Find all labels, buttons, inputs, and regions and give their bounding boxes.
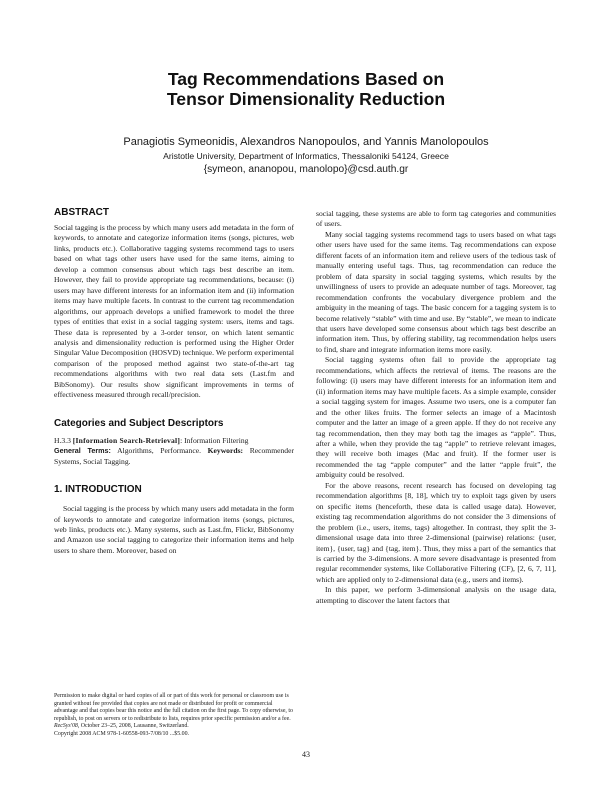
copyright-line: Copyright 2008 ACM 978-1-60558-093-7/08/10 ...$5.00. bbox=[54, 730, 189, 737]
author-emails: {symeon, ananopou, manolopo}@csd.auth.gr bbox=[203, 164, 409, 175]
keywords-label: Keywords: bbox=[207, 446, 244, 456]
general-terms: Algorithms, Performance. bbox=[110, 446, 201, 456]
category-subject: : Information Filtering bbox=[180, 435, 249, 445]
introduction-heading: 1. INTRODUCTION bbox=[54, 484, 142, 496]
permission-footnote bbox=[54, 693, 294, 738]
venue-name: RecSys'08, bbox=[54, 723, 80, 729]
title-line-1: Tag Recommendations Based on bbox=[167, 69, 445, 89]
paragraph-tag-recommendation: Many social tagging systems recommend tags to users based on what tags other users have used for the same items. Tag recommendations can expose different facets of an information item and relieve users of the tedious task of manually entering useful tags. Thus, tag recommendation can reduce the problem of data sparsity in social tagging systems, which results by the unwillingness of users to provide an adequate number of tags. Moreover, tag recommendation confronts the vocabulary divergence problem and the ambiguity in the meaning of tags. The basic concern for a tagging system is to become relatively “stable” with time and use. By “stable”, we mean to indicate that users have developed some consensus about which tags best describe an information item. Thus, by offering stability, tag recommendation helps users to find, share and integrate information items more easily. bbox=[316, 229, 556, 354]
page-number: 43 bbox=[302, 750, 310, 759]
paragraph-social-tagging-failures: Social tagging systems often fail to provide the appropriate tag recommendations, which affects the retrieval of items. The reasons are the following: (i) users may have different interests for an information item and (ii) information items may have multiple facets. As a simple example, consider a social tagging system for images. Assume two users, one is a computer fan and the other likes fruits. The former selects an image of a Macintosh computer and the latter an image of a green apple. If they do not receive any tag recommendation, then they may both tag the images as “apple”. Thus, after a while, when they provide the tag “apple” to retrieve relevant images, they will receive both images (Mac and fruit). If the former user is recommended the tag “apple computer” and the latter “apple fruit”, the ambiguity could be resolved. bbox=[316, 355, 556, 480]
permission-text: Permission to make digital or hard copies of all or part of this work for personal or classroom use is granted without fee provided that copies are not made or distributed for profit or commercial advantage and that copies bear this notice and the full citation on the first page. To copy otherwise, to republish, to post on servers or to redistribute to lists, requires prior specific permission and/or a fee. bbox=[54, 693, 293, 722]
venue-details: October 23–25, 2008, Lausanne, Switzerland. bbox=[79, 723, 189, 729]
paragraph-related-research: For the above reasons, recent research has focused on developing tag recommendation algorithms [8, 18], which try to exploit tags given by users on specific items (henceforth, these data is called usage data). However, existing tag recommendation algorithms do not consider the 3 dimensions of the problem (i.e., users, items, tags) altogether. In contrast, they split the 3-dimensional usage data into three 2-dimensional (pairwise) relations: {user, item}, {user, tag} and {tag, item}. Thus, they miss a part of the semantics that is carried by the 3-dimensions. A more severe disadvantage is presented from regular recommender systems, like Collaborative Filtering (CF), [2, 6, 7, 11], which are applied only to 2-dimensional data (e.g., users and items). bbox=[316, 480, 556, 584]
paragraph-this-paper: In this paper, we perform 3-dimensional analysis on the usage data, attempting to discover the latent factors that bbox=[316, 585, 556, 605]
abstract-heading: ABSTRACT bbox=[54, 207, 109, 218]
general-terms-label: General Terms: bbox=[54, 446, 111, 456]
paper-title bbox=[0, 69, 612, 109]
paragraph-continued: social tagging, these systems are able to form tag categories and communities of users. bbox=[316, 209, 556, 229]
category-bracket: [Information Search-Retrieval] bbox=[72, 435, 181, 445]
affiliation: Aristotle University, Department of Informatics, Thessaloniki 54124, Greece bbox=[163, 151, 449, 161]
left-column bbox=[54, 207, 294, 556]
introduction-paragraph: Social tagging is the process by which many users add metadata in the form of keywords to annotate and categorize information items (songs, pictures, web links, products etc.). Many systems, such as Last.fm, Flickr, BibSonomy and Amazon use social tagging to categorize their information items and help users to share them. Moreover, based on bbox=[54, 504, 294, 555]
title-line-2: Tensor Dimensionality Reduction bbox=[166, 89, 446, 109]
abstract-text: Social tagging is the process by which many users add metadata in the form of keywords, to annotate and categorize information items (songs, pictures, web links, products etc.). Collaborative tagging systems recommend tags to users based on what tags other users have used for the same items, aiming to develop a common consensus about which tags best describe an item. However, they fail to provide appropriate tag recommendations, because: (i) users may have different interests for an information item and (ii) information items may have multiple facets. In contrast to the current tag recommendation algorithms, our approach develops a unified framework to model the three types of entities that exist in a social tagging system: users, items and tags. These data is represented by a 3-order tensor, on which latent semantic analysis and dimensionality reduction is performed using the Higher Order Singular Value Decomposition (HOSVD) technique. We perform experimental comparison of the proposed method against two state-of-the-art tag recommendations algorithms with two real data sets (Last.fm and BibSonomy). Our results show significant improvements in terms of effectiveness measured through recall/precision. bbox=[54, 223, 294, 400]
right-column bbox=[316, 209, 556, 606]
category-code: H.3.3 bbox=[54, 435, 71, 445]
categories-heading: Categories and Subject Descriptors bbox=[54, 417, 224, 429]
authors: Panagiotis Symeonidis, Alexandros Nanopoulos, and Yannis Manolopoulos bbox=[123, 136, 489, 148]
categories-descriptors bbox=[54, 436, 294, 467]
venue-line bbox=[54, 723, 294, 731]
keywords: Recommender Systems, Social Tagging. bbox=[54, 446, 294, 466]
